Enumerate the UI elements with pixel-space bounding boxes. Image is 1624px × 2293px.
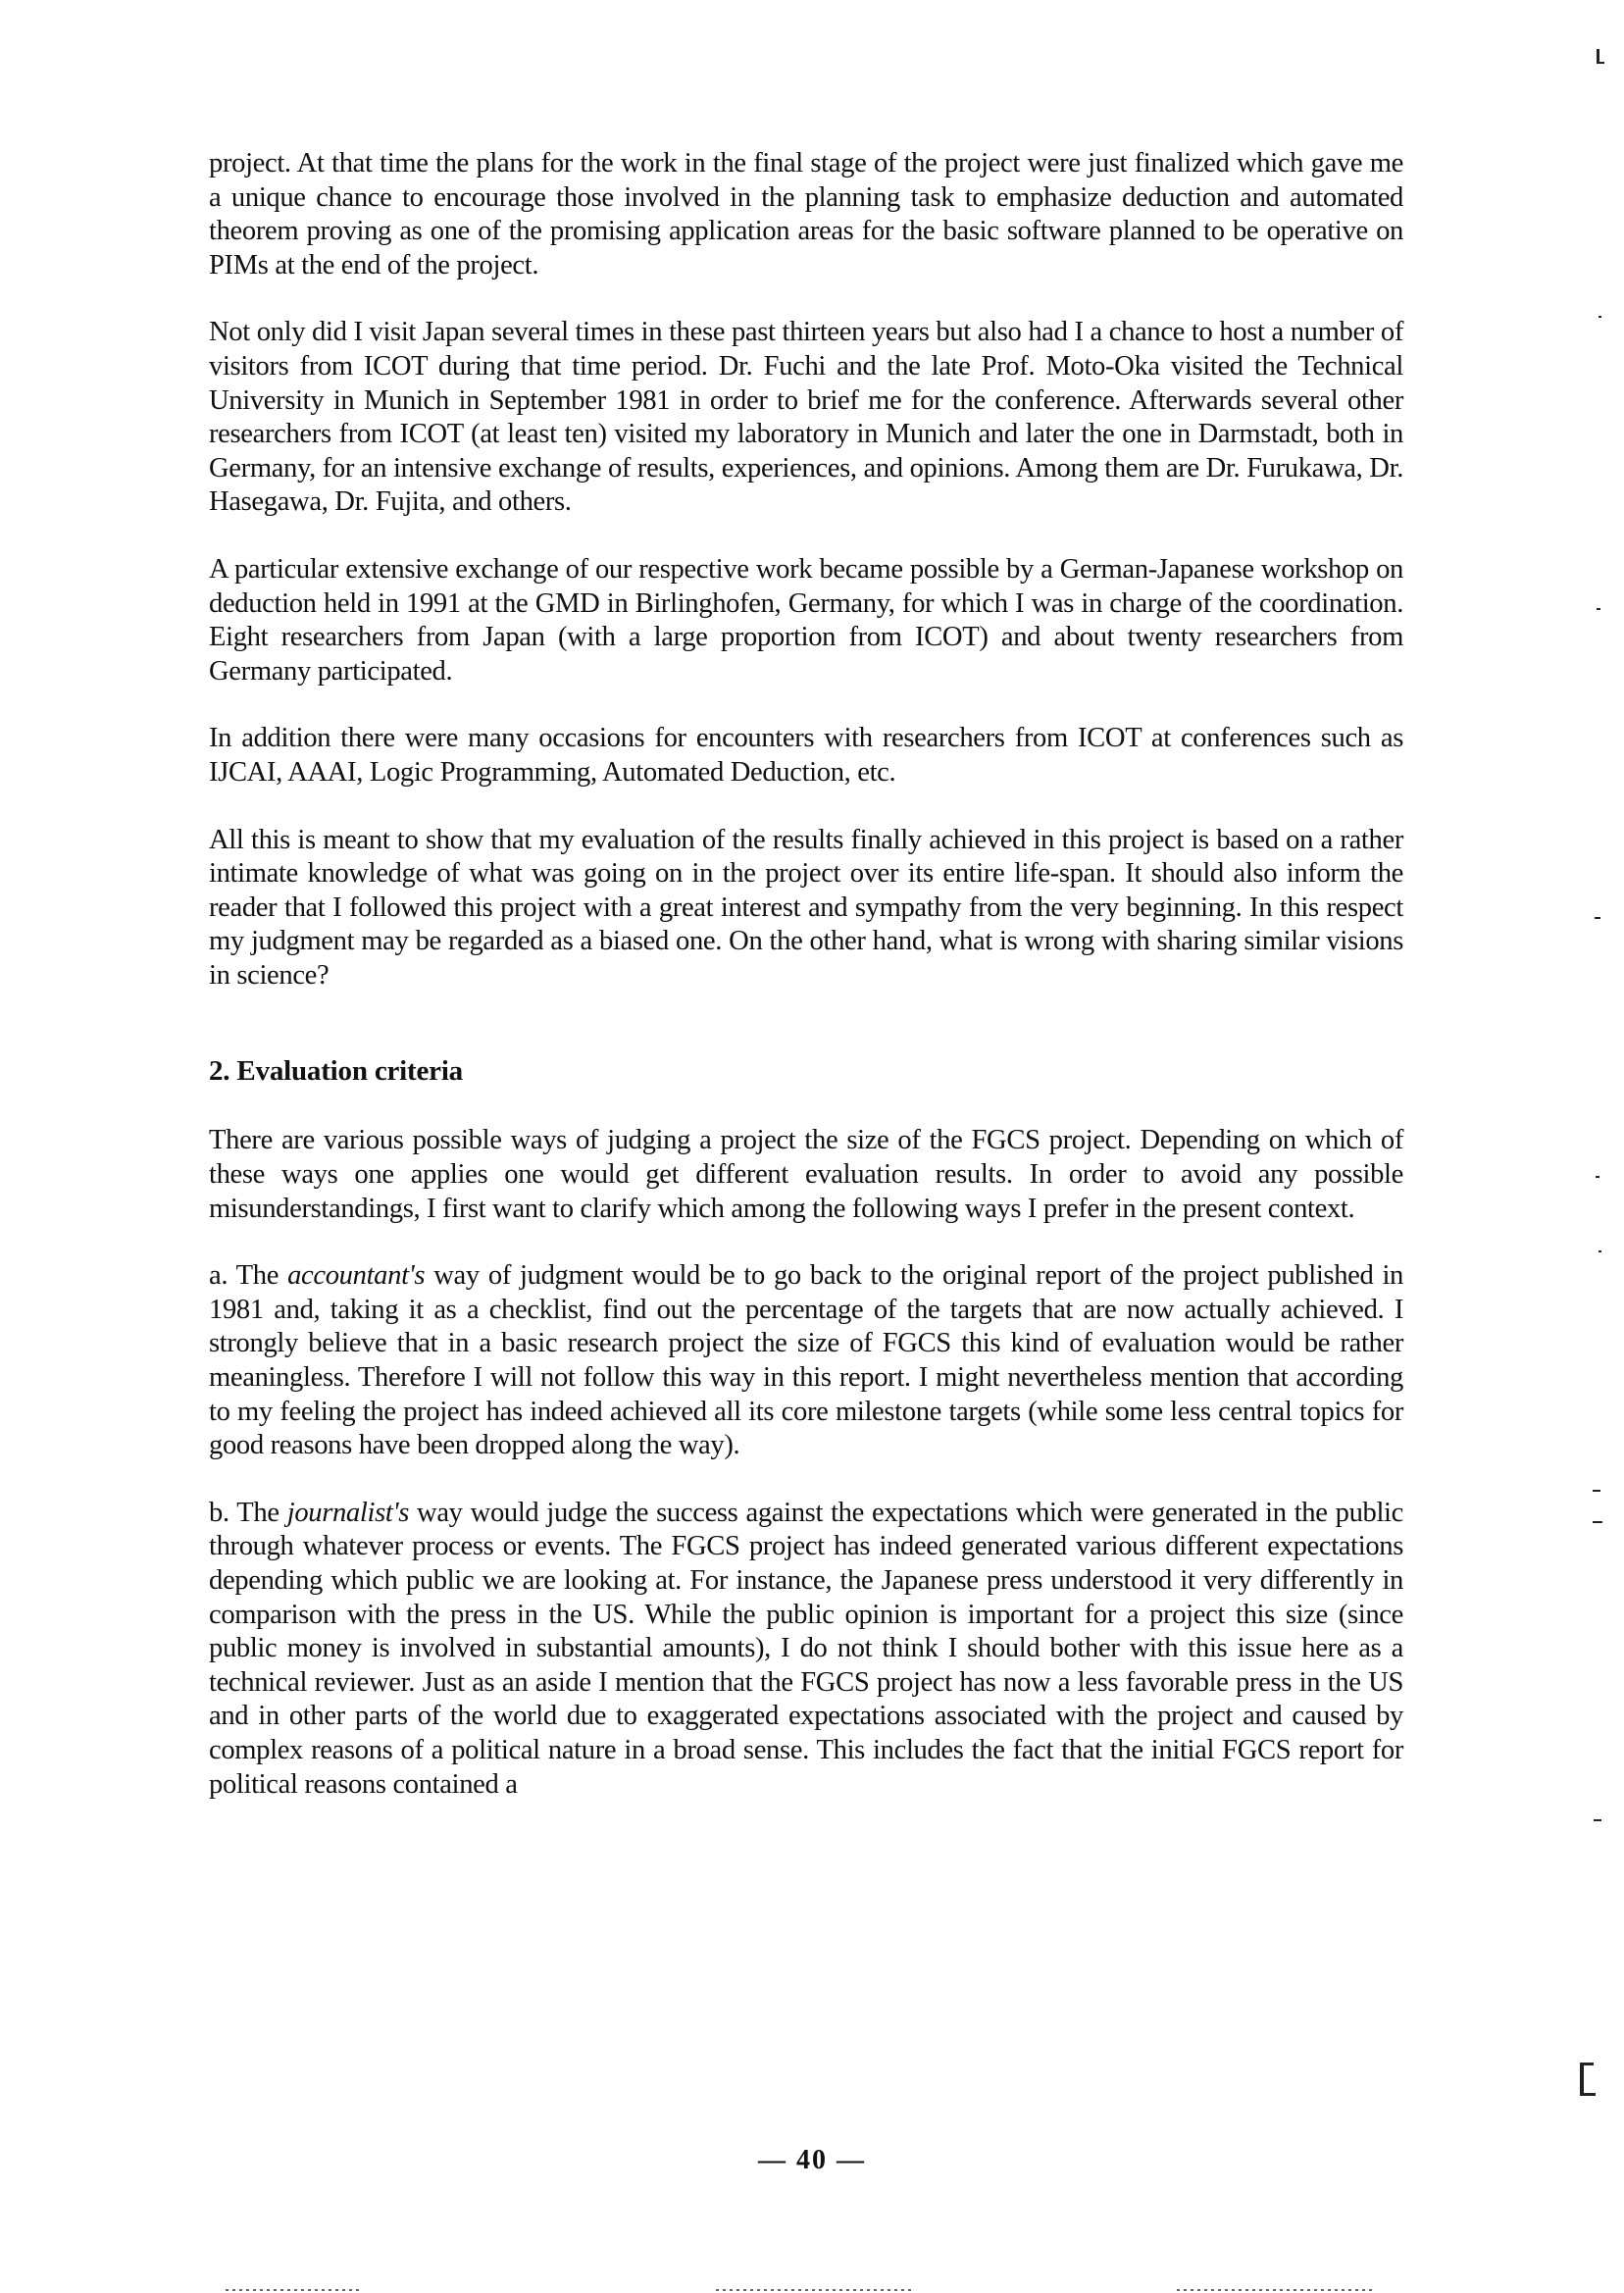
section-heading: 2. Evaluation criteria [209, 1055, 463, 1088]
scan-bracket-top [1580, 2063, 1594, 2065]
italic-term: journalist's [286, 1497, 409, 1528]
scan-noise [716, 2289, 912, 2291]
text-segment: project. At that time the plans for the work in the final stage of the project were just finalized which gave me a unique chance to encourage those involved in the planning task to emphasize deduction and automated theorem proving as one of the promising application areas for the basic software planned to be operative on PIMs at the end of the project. [209, 148, 1403, 280]
scan-mark-top [1597, 49, 1599, 63]
scan-noise [226, 2289, 363, 2291]
page-number: — 40 — [758, 2145, 866, 2175]
paragraph-p8 [209, 1497, 1403, 1802]
scan-mark [1599, 316, 1601, 318]
paragraph-p7 [209, 1259, 1403, 1463]
scan-mark [1595, 917, 1600, 919]
intro-paragraphs [209, 147, 1403, 993]
text-segment: There are various possible ways of judging a project the size of the FGCS project. Depending on which of these ways one applies one would get different evaluation results. In order to avoid any possible misunderstandings, I first want to clarify which among the following ways I prefer in the present context. [209, 1125, 1403, 1224]
scan-mark [1593, 1521, 1602, 1523]
text-segment: Not only did I visit Japan several times in these past thirteen years but also had I a chance to host a number of visitors from ICOT during that time period. Dr. Fuchi and the late Prof. Moto-Oka visited the Technical University in Munich in September 1981 in order to brief me for the conference. Afterwards several other researchers from ICOT (at least ten) visited my laboratory in Munich and later the one in Darmstadt, both in Germany, for an intensive exchange of results, experiences, and opinions. Among them are Dr. Furukawa, Dr. Hasegawa, Dr. Fujita, and others. [209, 317, 1403, 518]
text-segment: b. The [209, 1497, 287, 1528]
text-segment: In addition there were many occasions for encounters with researchers from ICOT at conferences such as IJCAI, AAAI, Logic Programming, Automated Deduction, etc. [209, 723, 1403, 788]
italic-term: accountant's [287, 1260, 426, 1292]
scan-bracket-bottom [1580, 2093, 1596, 2096]
text-segment: a. The [209, 1260, 288, 1292]
paragraph-p2 [209, 316, 1403, 520]
scan-mark [1596, 1176, 1599, 1178]
paragraph-p3 [209, 553, 1403, 688]
scan-mark [1594, 1819, 1601, 1821]
paragraph-p1 [209, 147, 1403, 282]
paragraph-p4 [209, 722, 1403, 790]
paragraph-p5 [209, 824, 1403, 994]
scan-bracket-vertical [1580, 2063, 1584, 2096]
text-segment: A particular extensive exchange of our respective work became possible by a German-Japanese workshop on deduction held in 1991 at the GMD in Birlinghofen, Germany, for which I was in charge of the coordination. Eight researchers from Japan (with a large proportion from ICOT) and about twenty researchers from Germany participated. [209, 553, 1403, 687]
scan-mark-top-foot [1597, 62, 1604, 64]
section-paragraphs [209, 1124, 1403, 1802]
scan-noise [1177, 2289, 1373, 2291]
text-segment: way would judge the success against the expectations which were generated in the public through whatever process or events. The FGCS project has indeed generated various different expectations depending which public we are looking at. For instance, the Japanese press understood it very differently in comparison with the press in the US. While the public opinion is important for a project this size (since public money is involved in substantial amounts), I do not think I should bother with this issue here as a technical reviewer. Just as an aside I mention that the FGCS project has now a less favorable press in the US and in other parts of the world due to exaggerated expectations associated with the project and caused by complex reasons of a political nature in a broad sense. This includes the fact that the initial FGCS report for political reasons contained a [209, 1497, 1403, 1800]
text-column [209, 147, 1403, 1802]
text-segment: way of judgment would be to go back to the original report of the project published in 1981 and, taking it as a checklist, find out the percentage of the targets that are now actually achieved. I strongly believe that in a basic research project the size of FGCS this kind of evaluation would be rather meaningless. Therefore I will not follow this way in this report. I might nevertheless mention that according to my feeling the project has indeed achieved all its core milestone targets (while some less central topics for good reasons have been dropped along the way). [209, 1260, 1404, 1461]
scan-mark [1599, 1250, 1601, 1252]
scan-mark [1597, 608, 1600, 610]
text-segment: All this is meant to show that my evaluation of the results finally achieved in this project is based on a rather intimate knowledge of what was going on in the project over its entire life-span. It should also inform the reader that I followed this project with a great interest and sympathy from the very beginning. In this respect my judgment may be regarded as a biased one. On the other hand, what is wrong with sharing similar visions in science? [209, 824, 1403, 991]
paragraph-p6 [209, 1124, 1403, 1226]
scan-mark [1593, 1490, 1600, 1492]
